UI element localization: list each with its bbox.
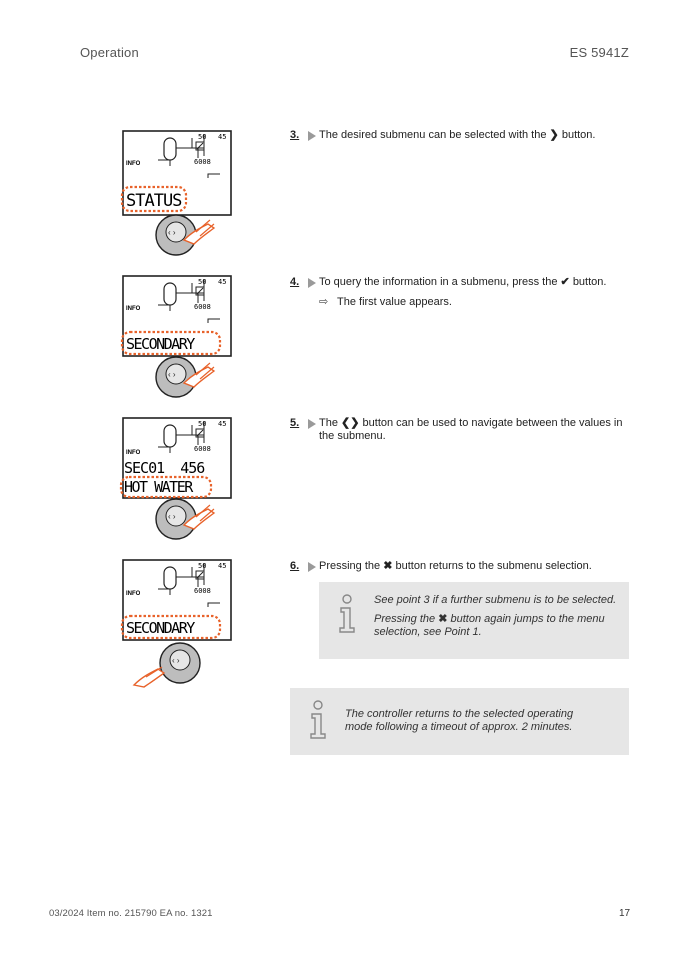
controller-figure-3 (118, 415, 238, 547)
step-text-after: button can be used to navigate between the values in the submenu. (319, 417, 623, 442)
header-document-code: ES 5941Z (569, 45, 629, 60)
controller-figure-4 (118, 557, 238, 692)
cross-icon: ✖ (438, 613, 448, 625)
step-number: 3. (290, 129, 300, 141)
step-text-after: button. (572, 276, 607, 288)
step-number: 5. (290, 417, 300, 429)
controller-figure-2 (118, 273, 238, 405)
svg-text:‹ ›: ‹ › (168, 228, 176, 237)
lcd-reading-value: 6008 (194, 445, 211, 453)
controller-figure-1 (118, 128, 238, 260)
step-text-before: The desired submenu can be selected with the (319, 129, 547, 141)
step-arrow-icon (308, 562, 316, 572)
lcd-reading-value: 6008 (194, 587, 211, 595)
lcd-info-label: INFO (126, 591, 141, 597)
note-text (374, 594, 619, 645)
result-arrow-icon: ⇨ (319, 296, 329, 308)
lcd-value-line: SEC01 456 (124, 459, 205, 477)
step-number: 4. (290, 276, 300, 288)
step-arrow-icon (308, 131, 316, 141)
step-text-after: button. (561, 129, 596, 141)
page-number: 17 (619, 908, 631, 919)
lcd-menu-text: SECONDARY (126, 335, 194, 353)
step-arrow-icon (308, 419, 316, 429)
footer-item-info: 03/2024 Item no. 215790 EA no. 1321 (49, 908, 213, 919)
svg-text:‹ ›: ‹ › (168, 512, 176, 521)
step-number: 6. (290, 560, 300, 572)
step-text (319, 276, 631, 289)
step-text (319, 417, 631, 443)
note-text-after: button again jumps to the menu selection, see Point 1. (374, 613, 605, 638)
lcd-info-label: INFO (126, 450, 141, 456)
step-text-before: Pressing the (319, 560, 381, 572)
note-box-timeout (290, 688, 629, 755)
step-4-result (319, 295, 452, 308)
lcd-info-label: INFO (126, 161, 141, 167)
lcd-top-left-value: 50 (198, 420, 207, 428)
step-text (319, 129, 631, 142)
lcd-top-left-value: 50 (198, 133, 207, 141)
step-text-before: To query the information in a submenu, press the (319, 276, 558, 288)
header-section-title: Operation (80, 45, 139, 60)
left-right-chevron-icon: ❮❯ (341, 417, 360, 429)
step-text (319, 560, 631, 573)
lcd-top-left-value: 50 (198, 562, 207, 570)
right-chevron-icon: ❯ (549, 129, 559, 141)
lcd-top-right-value: 45 (218, 133, 227, 141)
checkmark-icon: ✔ (560, 276, 570, 288)
cross-icon: ✖ (383, 560, 393, 572)
info-icon (335, 594, 359, 634)
lcd-reading-value: 6008 (194, 303, 211, 311)
note-paragraph-1: See point 3 if a further submenu is to be selected. (374, 594, 617, 606)
step-arrow-icon (308, 278, 316, 288)
step-text-after: button returns to the submenu selection. (395, 560, 592, 572)
lcd-top-right-value: 45 (218, 420, 227, 428)
info-icon (306, 700, 330, 740)
lcd-menu-text: SECONDARY (126, 619, 194, 637)
lcd-reading-value: 6008 (194, 158, 211, 166)
lcd-status-text: STATUS (126, 191, 182, 211)
svg-text:‹ ›: ‹ › (172, 656, 180, 665)
dial-icon (160, 643, 200, 683)
note-paragraph-2 (374, 613, 619, 639)
note-text: The controller returns to the selected operating mode following a timeout of approx. 2 minutes. (345, 708, 574, 733)
lcd-top-right-value: 45 (218, 278, 227, 286)
step-text-before: The (319, 417, 338, 429)
lcd-menu-text: HOT WATER (124, 478, 192, 496)
lcd-top-left-value: 50 (198, 278, 207, 286)
note-box-submenu (319, 582, 629, 659)
svg-text:‹ ›: ‹ › (168, 370, 176, 379)
hand-icon (134, 667, 164, 687)
lcd-top-right-value: 45 (218, 562, 227, 570)
note-text-before: Pressing the (374, 613, 436, 625)
result-text: The first value appears. (337, 296, 452, 308)
lcd-info-label: INFO (126, 306, 141, 312)
